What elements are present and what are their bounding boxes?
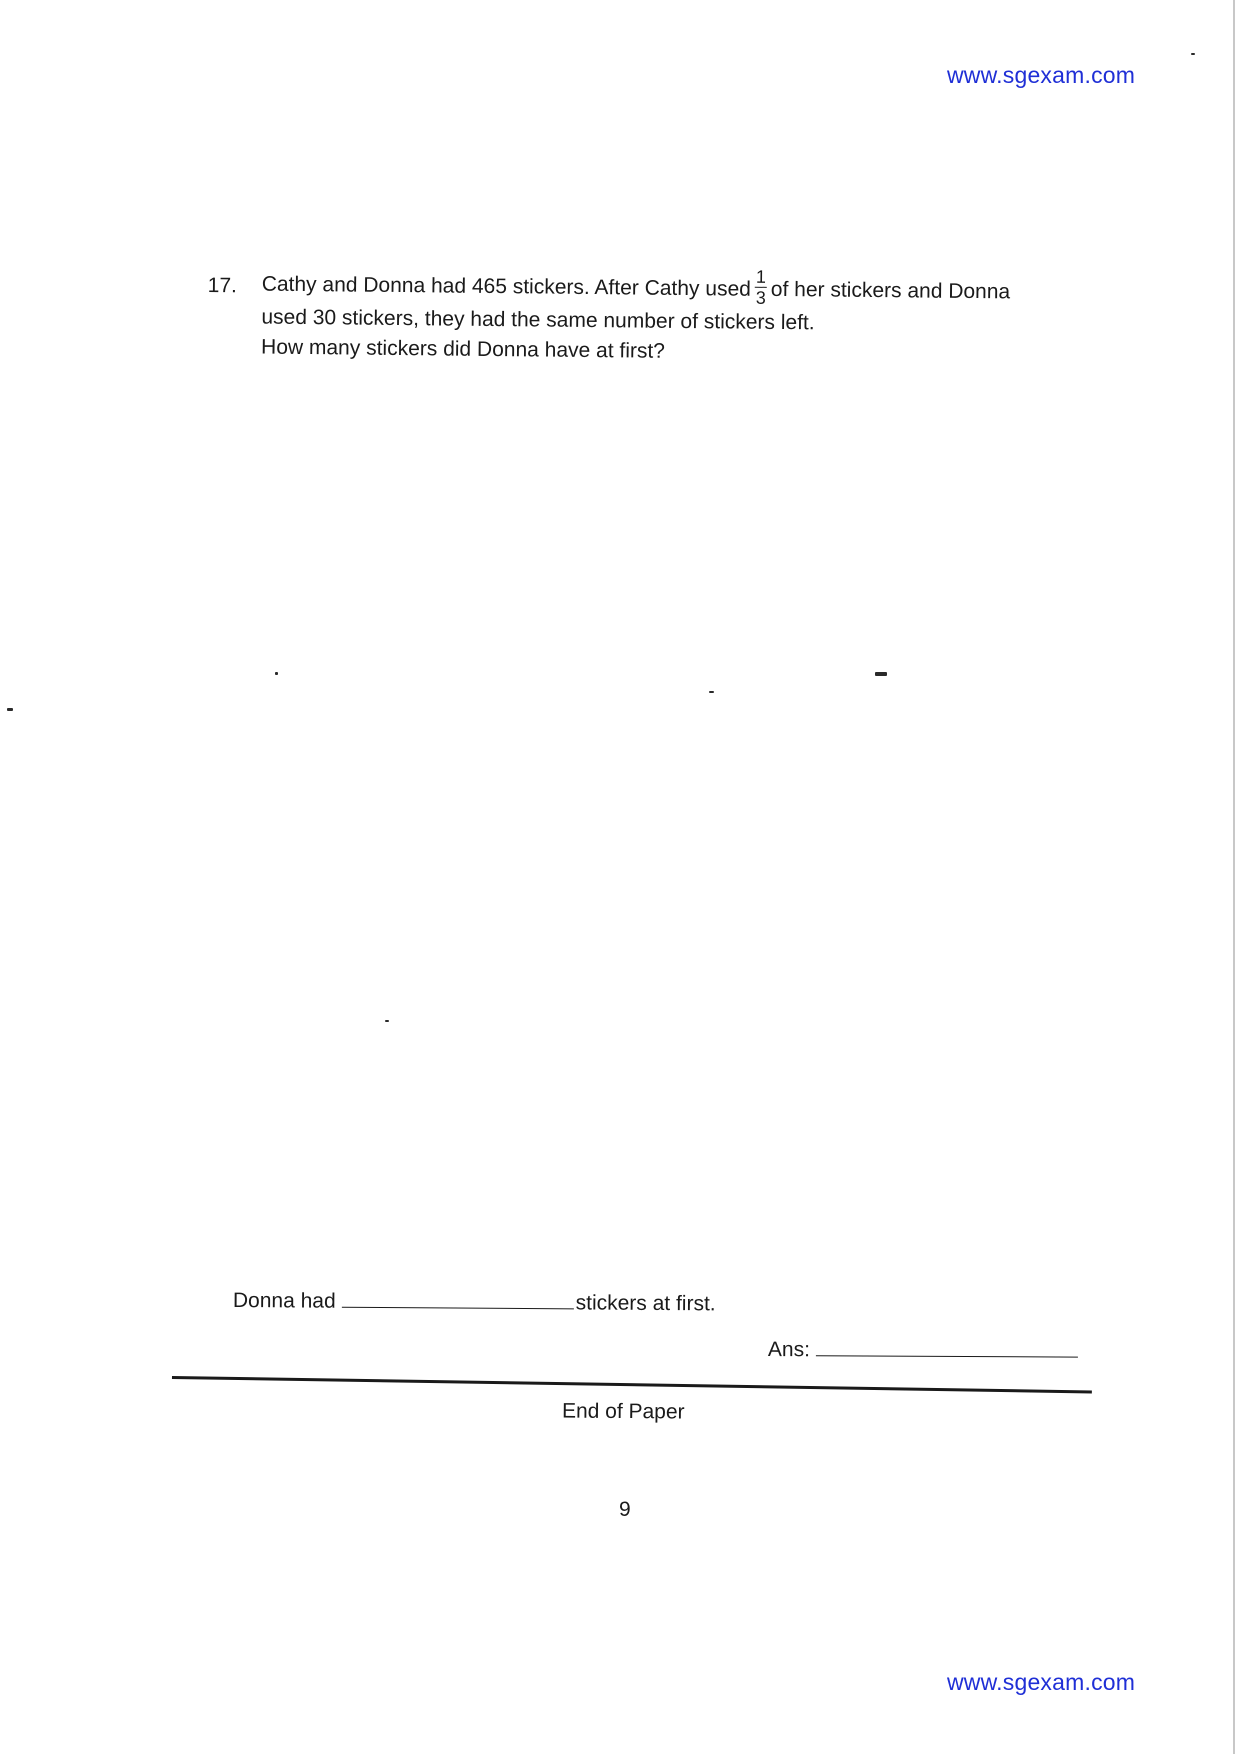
scan-speck [385,1020,389,1022]
fraction-one-third [755,267,767,307]
question-number: 17. [207,273,238,298]
question-17 [207,262,1088,363]
divider-rule [172,1376,1092,1393]
answer-sentence-start: Donna had [232,1289,336,1313]
question-line-2: used 30 stickers, they had the same number of stickers left. [261,305,815,335]
question-line-1-end: of her stickers and Donna [770,277,1011,304]
scan-speck [1191,53,1195,55]
question-line-1-start: Cathy and Donna had 465 stickers. After Cathy used [261,272,751,301]
end-of-paper: End of Paper [561,1399,685,1424]
scan-speck [275,672,278,675]
ans-label: Ans: [767,1338,811,1362]
watermark-bottom-link[interactable]: www.sgexam.com [947,1669,1136,1695]
fraction-numerator: 1 [755,266,767,287]
scan-speck [7,708,13,711]
watermark-top-link[interactable]: www.sgexam.com [947,62,1136,88]
fraction-denominator: 3 [755,287,766,309]
scan-speck [709,691,714,693]
scan-speck [875,672,887,676]
ans-row [768,1337,1078,1364]
answer-blank-field[interactable] [342,1289,574,1310]
page-edge [1233,0,1235,1754]
question-text [261,263,1082,372]
answer-sentence-end: stickers at first. [575,1291,716,1316]
question-line-3: How many stickers did Donna have at first? [260,335,666,363]
ans-answer-line[interactable] [816,1337,1078,1357]
page-number: 9 [619,1498,631,1521]
answer-sentence [233,1288,716,1316]
